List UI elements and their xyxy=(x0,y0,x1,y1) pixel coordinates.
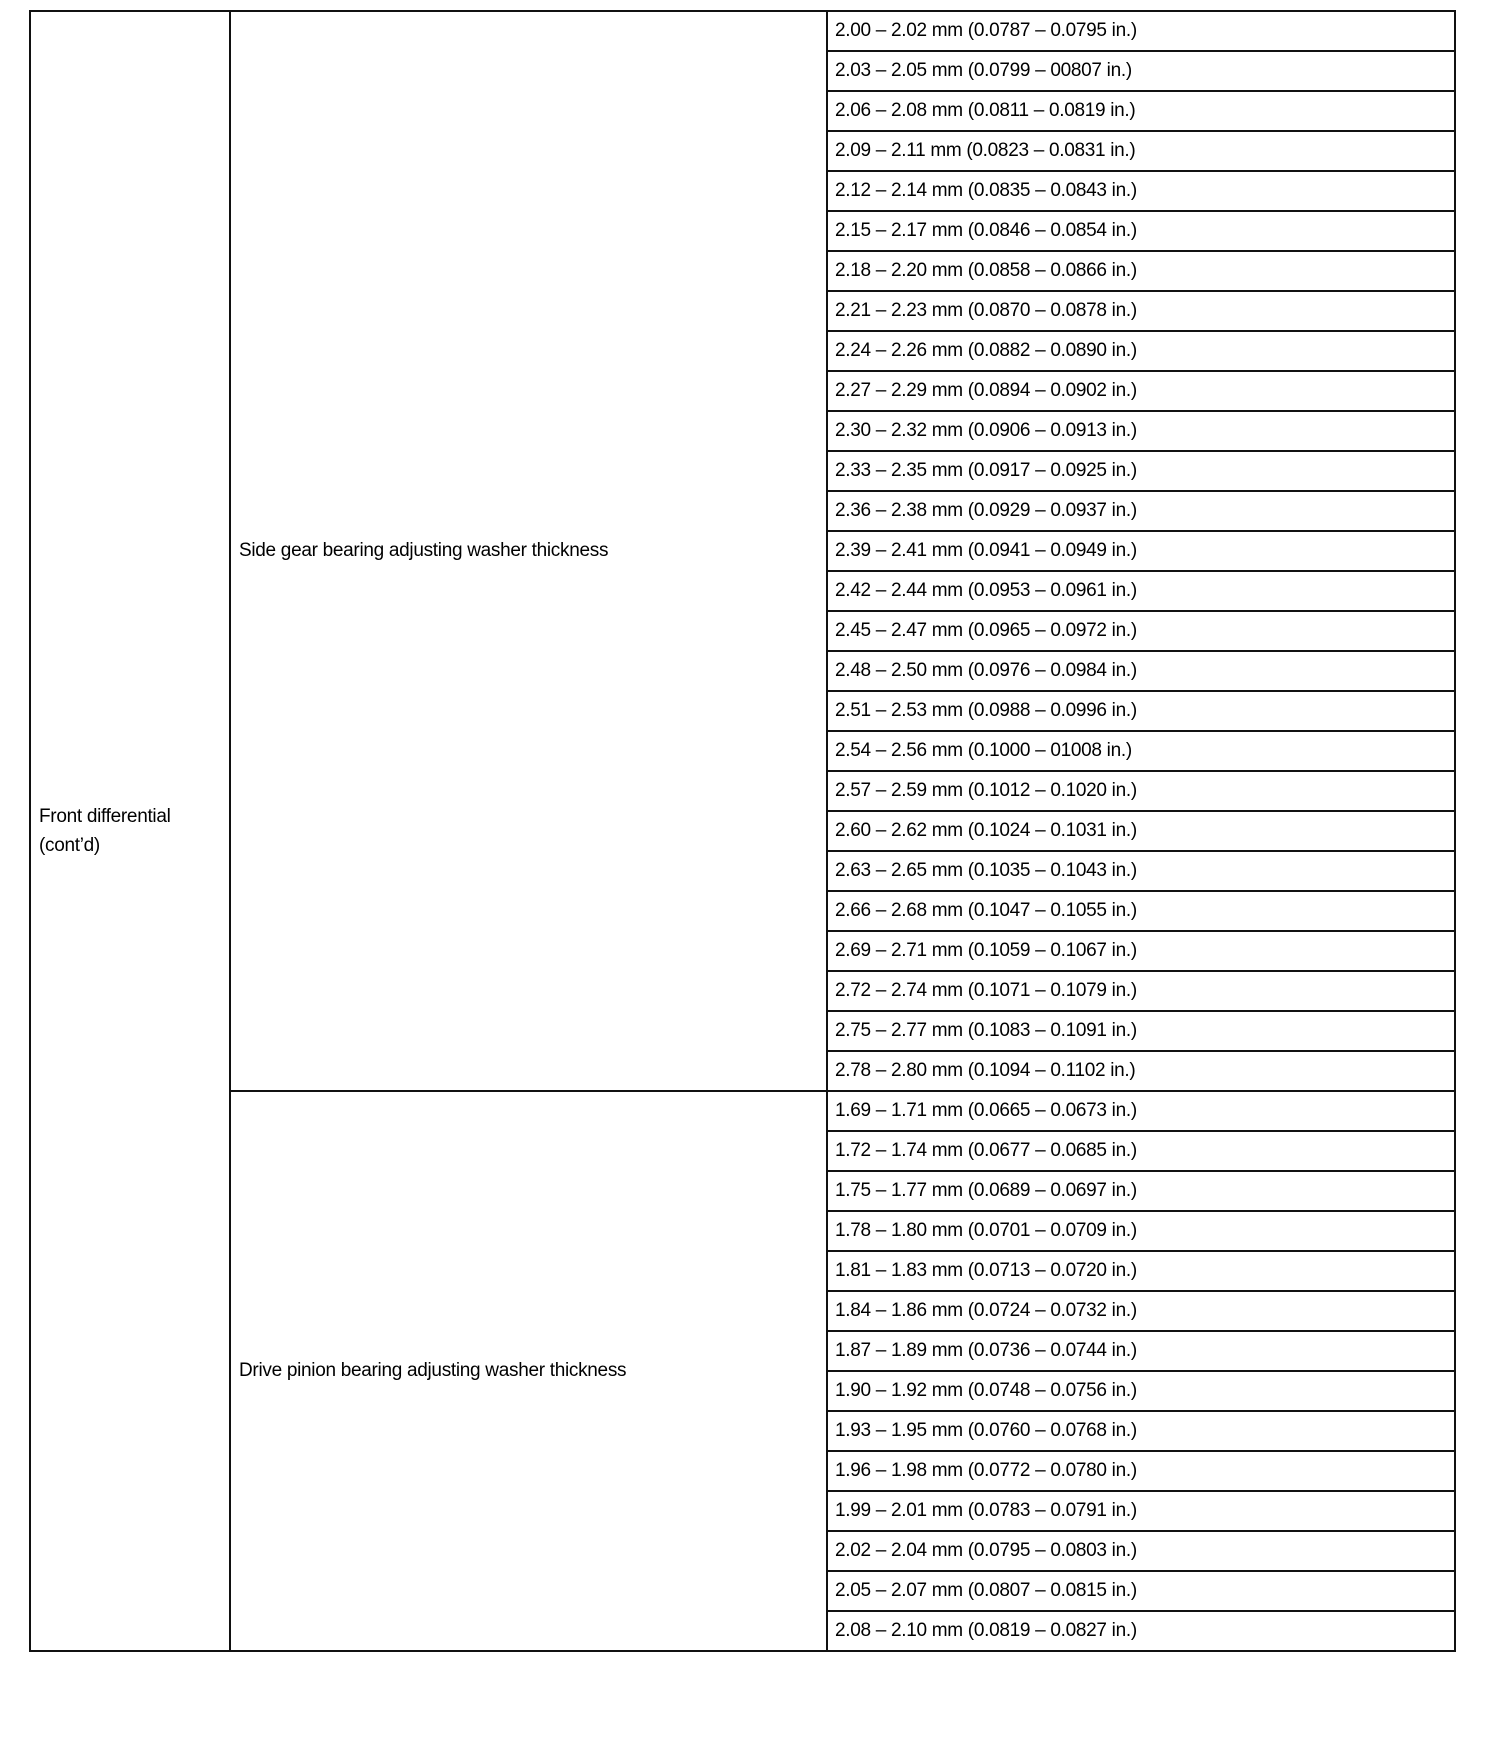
washer-thickness-value: 1.69 – 1.71 mm (0.0665 – 0.0673 in.) xyxy=(827,1091,1455,1131)
group-label-line-1: Front differential xyxy=(39,805,171,827)
washer-thickness-value: 1.78 – 1.80 mm (0.0701 – 0.0709 in.) xyxy=(827,1211,1455,1251)
washer-thickness-value: 1.75 – 1.77 mm (0.0689 – 0.0697 in.) xyxy=(827,1171,1455,1211)
washer-thickness-value: 2.54 – 2.56 mm (0.1000 – 01008 in.) xyxy=(827,731,1455,771)
washer-thickness-value: 2.72 – 2.74 mm (0.1071 – 0.1079 in.) xyxy=(827,971,1455,1011)
washer-thickness-value: 2.48 – 2.50 mm (0.0976 – 0.0984 in.) xyxy=(827,651,1455,691)
washer-thickness-value: 1.81 – 1.83 mm (0.0713 – 0.0720 in.) xyxy=(827,1251,1455,1291)
washer-thickness-value: 2.39 – 2.41 mm (0.0941 – 0.0949 in.) xyxy=(827,531,1455,571)
washer-thickness-value: 2.63 – 2.65 mm (0.1035 – 0.1043 in.) xyxy=(827,851,1455,891)
washer-thickness-value: 2.05 – 2.07 mm (0.0807 – 0.0815 in.) xyxy=(827,1571,1455,1611)
washer-thickness-value: 2.57 – 2.59 mm (0.1012 – 0.1020 in.) xyxy=(827,771,1455,811)
washer-thickness-value: 2.36 – 2.38 mm (0.0929 – 0.0937 in.) xyxy=(827,491,1455,531)
washer-thickness-value: 1.87 – 1.89 mm (0.0736 – 0.0744 in.) xyxy=(827,1331,1455,1371)
table-row xyxy=(30,1091,1455,1131)
washer-thickness-value: 2.21 – 2.23 mm (0.0870 – 0.0878 in.) xyxy=(827,291,1455,331)
washer-thickness-value: 2.09 – 2.11 mm (0.0823 – 0.0831 in.) xyxy=(827,131,1455,171)
washer-thickness-value: 2.24 – 2.26 mm (0.0882 – 0.0890 in.) xyxy=(827,331,1455,371)
washer-thickness-value: 2.69 – 2.71 mm (0.1059 – 0.1067 in.) xyxy=(827,931,1455,971)
washer-thickness-value: 2.75 – 2.77 mm (0.1083 – 0.1091 in.) xyxy=(827,1011,1455,1051)
washer-thickness-value: 1.72 – 1.74 mm (0.0677 – 0.0685 in.) xyxy=(827,1131,1455,1171)
washer-thickness-value: 2.27 – 2.29 mm (0.0894 – 0.0902 in.) xyxy=(827,371,1455,411)
washer-thickness-value: 2.18 – 2.20 mm (0.0858 – 0.0866 in.) xyxy=(827,251,1455,291)
washer-thickness-value: 2.60 – 2.62 mm (0.1024 – 0.1031 in.) xyxy=(827,811,1455,851)
item-label: Drive pinion bearing adjusting washer thickness xyxy=(230,1091,827,1651)
washer-thickness-value: 2.45 – 2.47 mm (0.0965 – 0.0972 in.) xyxy=(827,611,1455,651)
table-row xyxy=(30,11,1455,51)
washer-thickness-value: 2.42 – 2.44 mm (0.0953 – 0.0961 in.) xyxy=(827,571,1455,611)
item-label: Side gear bearing adjusting washer thickness xyxy=(230,11,827,1091)
washer-thickness-value: 1.84 – 1.86 mm (0.0724 – 0.0732 in.) xyxy=(827,1291,1455,1331)
washer-thickness-value: 2.03 – 2.05 mm (0.0799 – 00807 in.) xyxy=(827,51,1455,91)
washer-thickness-value: 2.06 – 2.08 mm (0.0811 – 0.0819 in.) xyxy=(827,91,1455,131)
group-label-line-2: (cont’d) xyxy=(39,835,100,856)
spec-table-body xyxy=(30,11,1455,1651)
washer-thickness-value: 2.33 – 2.35 mm (0.0917 – 0.0925 in.) xyxy=(827,451,1455,491)
washer-thickness-value: 2.66 – 2.68 mm (0.1047 – 0.1055 in.) xyxy=(827,891,1455,931)
washer-thickness-value: 2.00 – 2.02 mm (0.0787 – 0.0795 in.) xyxy=(827,11,1455,51)
washer-thickness-value: 2.15 – 2.17 mm (0.0846 – 0.0854 in.) xyxy=(827,211,1455,251)
washer-thickness-value: 2.12 – 2.14 mm (0.0835 – 0.0843 in.) xyxy=(827,171,1455,211)
washer-thickness-value: 2.02 – 2.04 mm (0.0795 – 0.0803 in.) xyxy=(827,1531,1455,1571)
washer-thickness-value: 1.96 – 1.98 mm (0.0772 – 0.0780 in.) xyxy=(827,1451,1455,1491)
washer-thickness-value: 1.93 – 1.95 mm (0.0760 – 0.0768 in.) xyxy=(827,1411,1455,1451)
washer-thickness-value: 2.78 – 2.80 mm (0.1094 – 0.1102 in.) xyxy=(827,1051,1455,1091)
washer-thickness-value: 1.99 – 2.01 mm (0.0783 – 0.0791 in.) xyxy=(827,1491,1455,1531)
washer-thickness-value: 1.90 – 1.92 mm (0.0748 – 0.0756 in.) xyxy=(827,1371,1455,1411)
washer-thickness-value: 2.30 – 2.32 mm (0.0906 – 0.0913 in.) xyxy=(827,411,1455,451)
group-label xyxy=(30,11,230,1651)
washer-thickness-value: 2.51 – 2.53 mm (0.0988 – 0.0996 in.) xyxy=(827,691,1455,731)
spec-table xyxy=(29,10,1456,1652)
washer-thickness-value: 2.08 – 2.10 mm (0.0819 – 0.0827 in.) xyxy=(827,1611,1455,1651)
